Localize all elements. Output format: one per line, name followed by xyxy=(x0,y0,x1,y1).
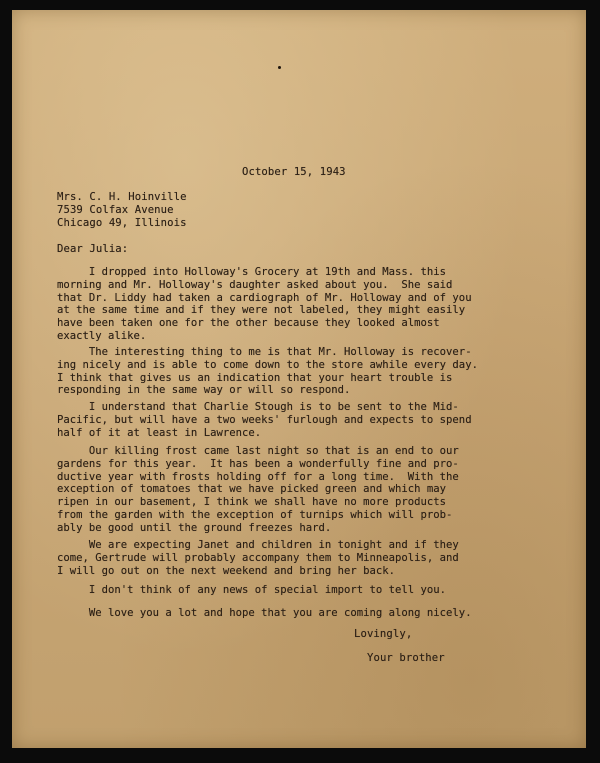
paragraph-line: I don't think of any news of special import to tell you. xyxy=(57,584,447,596)
paragraph-6 xyxy=(57,584,517,597)
recipient-city: Chicago 49, Illinois xyxy=(57,217,187,229)
paragraph-5 xyxy=(57,539,517,577)
paragraph-line: ripen in our basement, I think we shall have no more products xyxy=(57,496,447,509)
paragraph-line: morning and Mr. Holloway's daughter asked about you. She said xyxy=(57,278,453,291)
closing: Lovingly, xyxy=(354,628,413,640)
paragraph-line: I dropped into Holloway's Grocery at 19th and Mass. this xyxy=(57,266,447,278)
paragraph-line: Our killing frost came last night so that is an end to our xyxy=(57,445,459,457)
paragraph-line: have been taken one for the other because they looked almost xyxy=(57,317,440,330)
paragraph-line: I think that gives us an indication that your heart trouble is xyxy=(57,371,453,384)
paragraph-line: Pacific, but will have a two weeks' furlough and expects to spend xyxy=(57,413,472,426)
recipient-name: Mrs. C. H. Hoinville xyxy=(57,191,187,203)
paragraph-line: come, Gertrude will probably accompany them to Minneapolis, and xyxy=(57,551,459,564)
salutation: Dear Julia: xyxy=(57,243,129,255)
paragraph-line: gardens for this year. It has been a wonderfully fine and pro- xyxy=(57,457,459,470)
paragraph-1 xyxy=(57,266,517,343)
paragraph-line: I understand that Charlie Stough is to be sent to the Mid- xyxy=(57,401,459,413)
paragraph-line: The interesting thing to me is that Mr. Holloway is recover- xyxy=(57,346,472,358)
paragraph-line: I will go out on the next weekend and bring her back. xyxy=(57,564,396,577)
paragraph-line: We love you a lot and hope that you are coming along nicely. xyxy=(57,607,472,619)
paragraph-line: from the garden with the exception of turnips which will prob- xyxy=(57,508,453,521)
letter-page xyxy=(12,10,586,748)
paragraph-line: that Dr. Liddy had taken a cardiograph of Mr. Holloway and of you xyxy=(57,291,472,304)
paragraph-line: exception of tomatoes that we have picked green and which may xyxy=(57,483,447,496)
paragraph-4 xyxy=(57,445,517,535)
recipient-street: 7539 Colfax Avenue xyxy=(57,204,174,216)
paragraph-line: at the same time and if they were not labeled, they might easily xyxy=(57,304,466,317)
punch-mark xyxy=(278,66,281,69)
paragraph-line: half of it at least in Lawrence. xyxy=(57,426,262,439)
paragraph-line: responding in the same way or will so respond. xyxy=(57,384,351,397)
letter-date: October 15, 1943 xyxy=(242,166,346,178)
signature-line: Your brother xyxy=(367,652,445,664)
paragraph-line: ably be good until the ground freezes hard. xyxy=(57,521,332,534)
paragraph-line: We are expecting Janet and children in tonight and if they xyxy=(57,539,459,551)
paragraph-line: exactly alike. xyxy=(57,329,147,342)
paragraph-7 xyxy=(57,607,517,620)
paragraph-line: ing nicely and is able to come down to the store awhile every day. xyxy=(57,358,478,371)
paragraph-3 xyxy=(57,401,517,439)
paragraph-line: ductive year with frosts holding off for a long time. With the xyxy=(57,470,459,483)
paragraph-2 xyxy=(57,346,517,397)
